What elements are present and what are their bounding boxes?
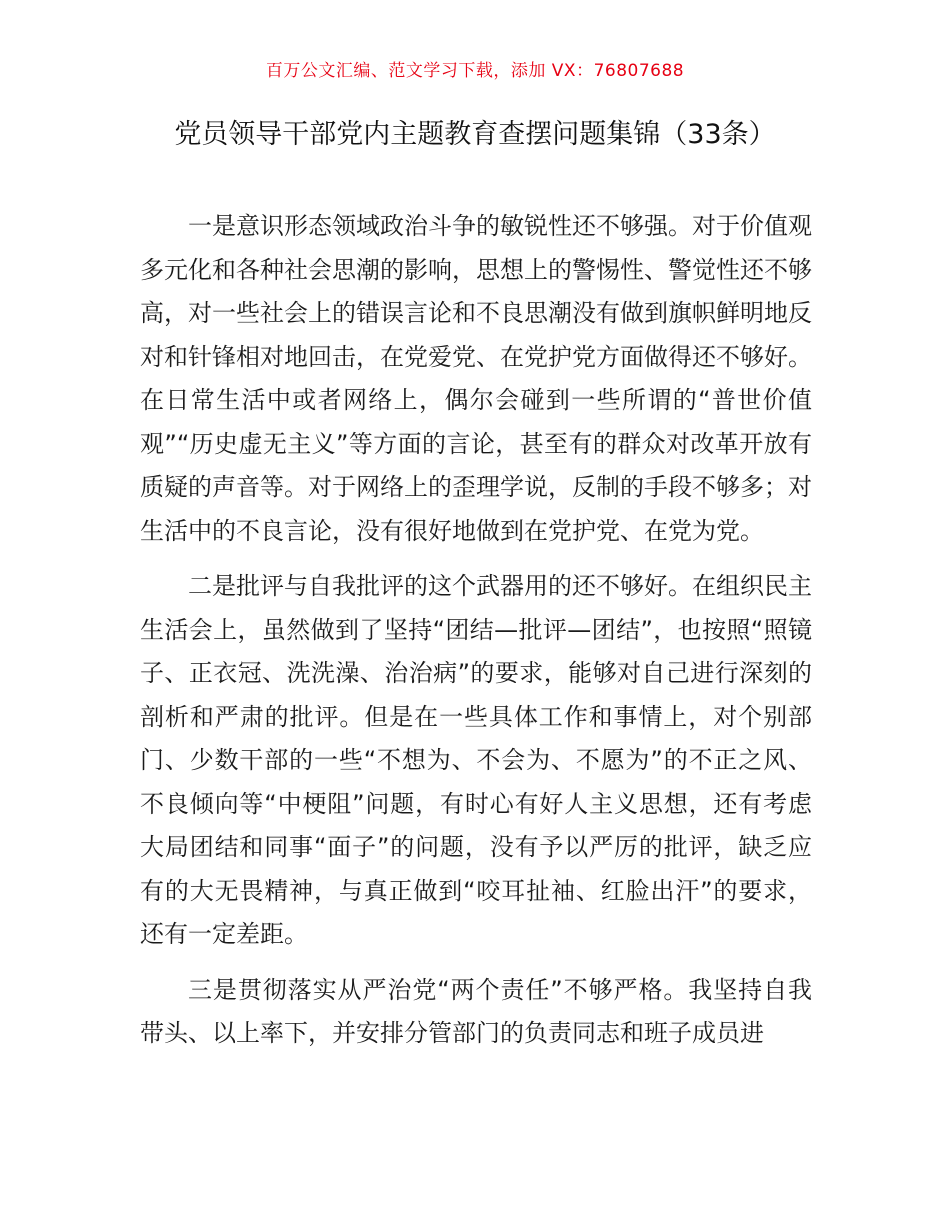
paragraph-1: 一是意识形态领域政治斗争的敏锐性还不够强。对于价值观多元化和各种社会思潮的影响，思想上的警惕性、警觉性还不够高，对一些社会上的错误言论和不良思潮没有做到旗帜鲜明地反对和针锋相对地回击，在党爱党、在党护党方面做得还不够好。在日常生活中或者网络上，偶尔会碰到一些所谓的“普世价值观”“历史虚无主义”等方面的言论，甚至有的群众对改革开放有质疑的声音等。对于网络上的歪理学说，反制的手段不够多；对生活中的不良言论，没有很好地做到在党护党、在党为党。 xyxy=(140,212,812,545)
document-title: 党员领导干部党内主题教育查摆问题集锦（33条） xyxy=(174,119,776,150)
paragraph-2: 二是批评与自我批评的这个武器用的还不够好。在组织民主生活会上，虽然做到了坚持“团结—批评—团结”，也按照“照镜子、正衣冠、洗洗澡、治治病”的要求，能够对自己进行深刻的剖析和严肃的批评。但是在一些具体工作和事情上，对个别部门、少数干部的一些“不想为、不会为、不愿为”的不正之风、不良倾向等“中梗阻”问题，有时心有好人主义思想，还有考虑大局团结和同事“面子”的问题，没有予以严厉的批评，缺乏应有的大无畏精神，与真正做到“咬耳扯袖、红脸出汗”的要求，还有一定差距。 xyxy=(140,572,812,948)
watermark-header: 百万公文汇编、范文学习下载，添加 VX：76807688 xyxy=(265,61,685,81)
document-body xyxy=(140,205,812,1068)
paragraph-3: 三是贯彻落实从严治党“两个责任”不够严格。我坚持自我带头、以上率下，并安排分管部门的负责同志和班子成员进 xyxy=(140,975,812,1047)
